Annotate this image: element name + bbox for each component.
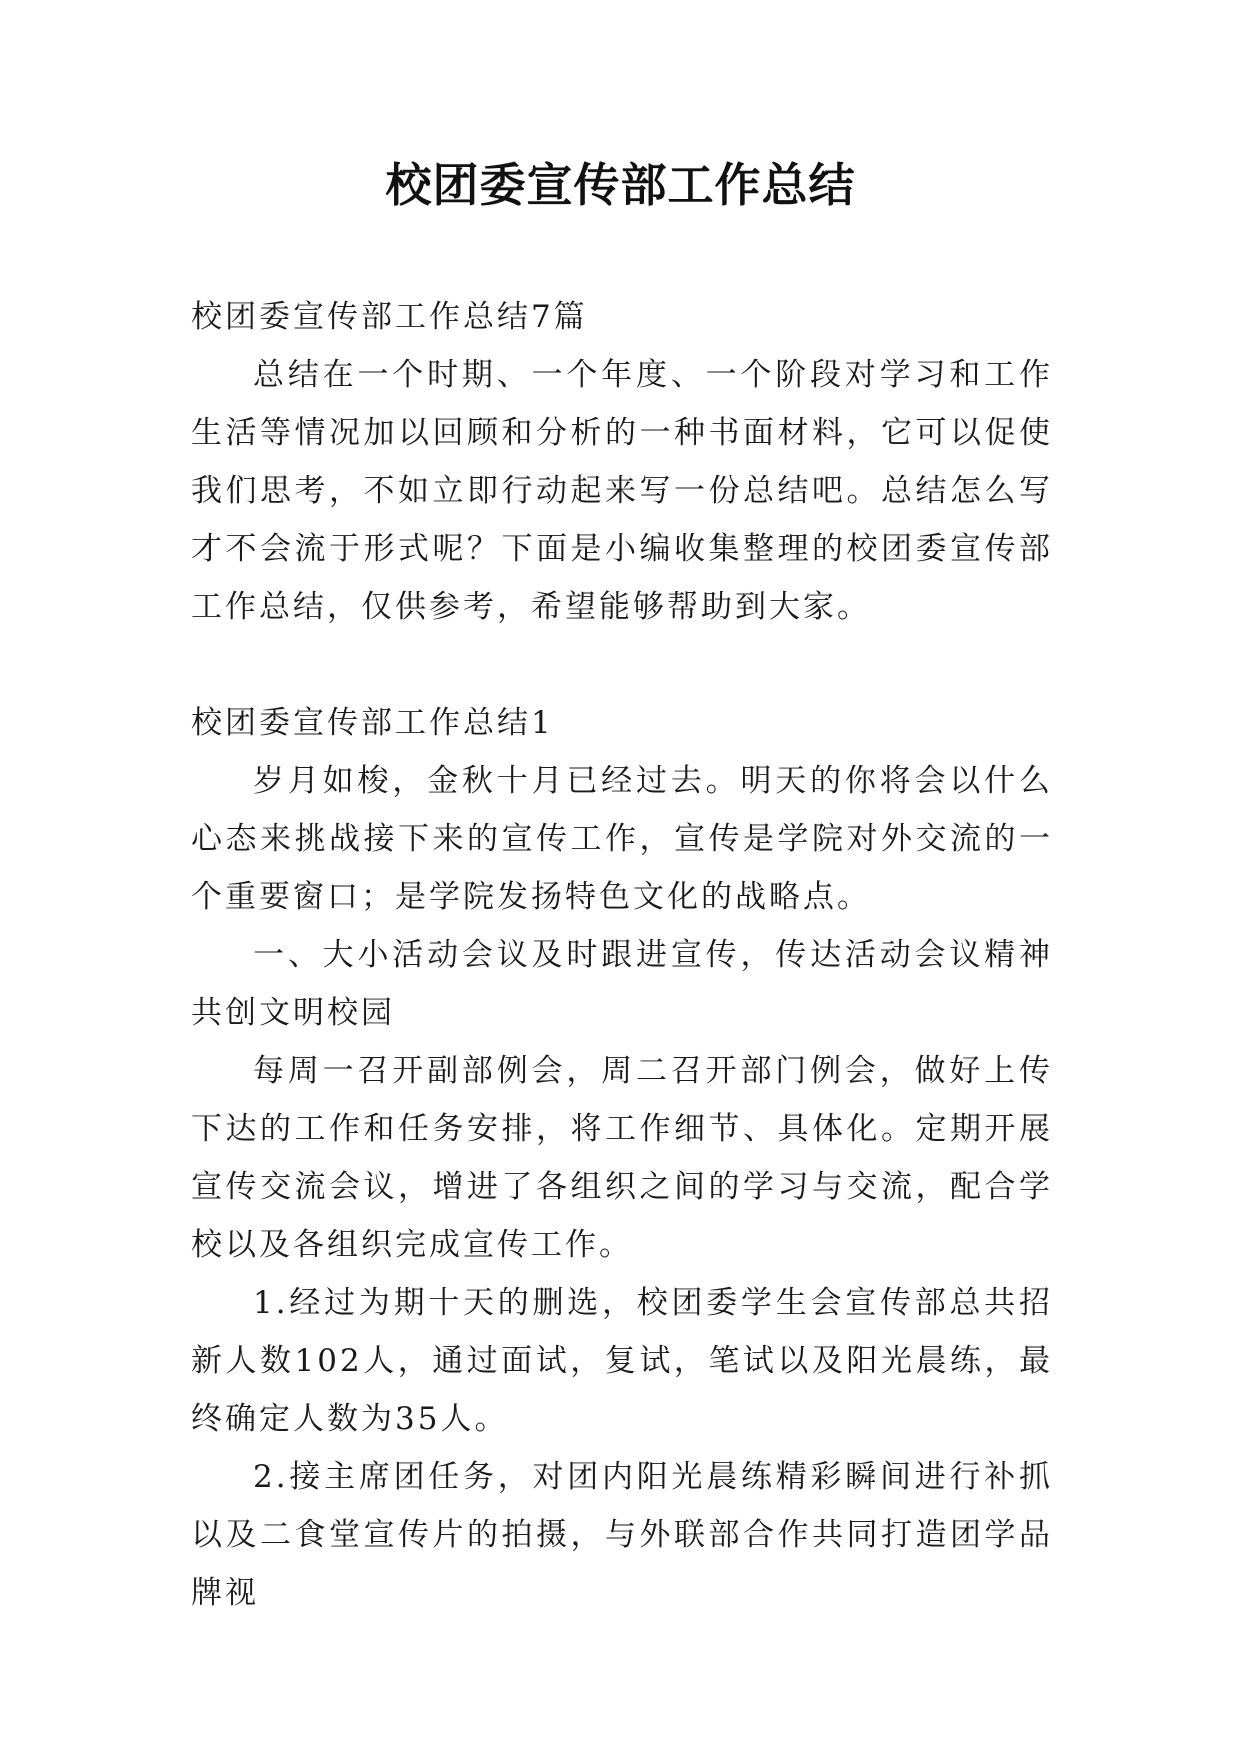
body-paragraph: 一、大小活动会议及时跟进宣传，传达活动会议精神共创文明校园: [191, 937, 1053, 1031]
section-heading: 校团委宣传部工作总结1: [191, 705, 554, 741]
body-paragraph: 1.经过为期十天的删选，校团委学生会宣传部总共招新人数102人，通过面试，复试，笔试以及阳光晨练，最终确定人数为35人。: [191, 1285, 1053, 1437]
body-paragraph: 每周一召开副部例会，周二召开部门例会，做好上传下达的工作和任务安排，将工作细节、具体化。定期开展宣传交流会议，增进了各组织之间的学习与交流，配合学校以及各组织完成宣传工作。: [191, 1053, 1053, 1263]
document-body: [191, 288, 1053, 1622]
section-spacer: [191, 636, 1053, 694]
body-paragraph: 岁月如梭，金秋十月已经过去。明天的你将会以什么心态来挑战接下来的宣传工作，宣传是学院对外交流的一个重要窗口；是学院发扬特色文化的战略点。: [191, 763, 1053, 915]
intro-paragraph: 总结在一个时期、一个年度、一个阶段对学习和工作生活等情况加以回顾和分析的一种书面材料，它可以促使我们思考，不如立即行动起来写一份总结吧。总结怎么写才不会流于形式呢？下面是小编收集整理的校团委宣传部工作总结，仅供参考，希望能够帮助到大家。: [191, 357, 1053, 625]
document-title: 校团委宣传部工作总结: [385, 158, 856, 212]
body-paragraph: 2.接主席团任务，对团内阳光晨练精彩瞬间进行补抓以及二食堂宣传片的拍摄，与外联部合作共同打造团学品牌视: [191, 1459, 1053, 1611]
document-subtitle: 校团委宣传部工作总结7篇: [191, 299, 588, 335]
